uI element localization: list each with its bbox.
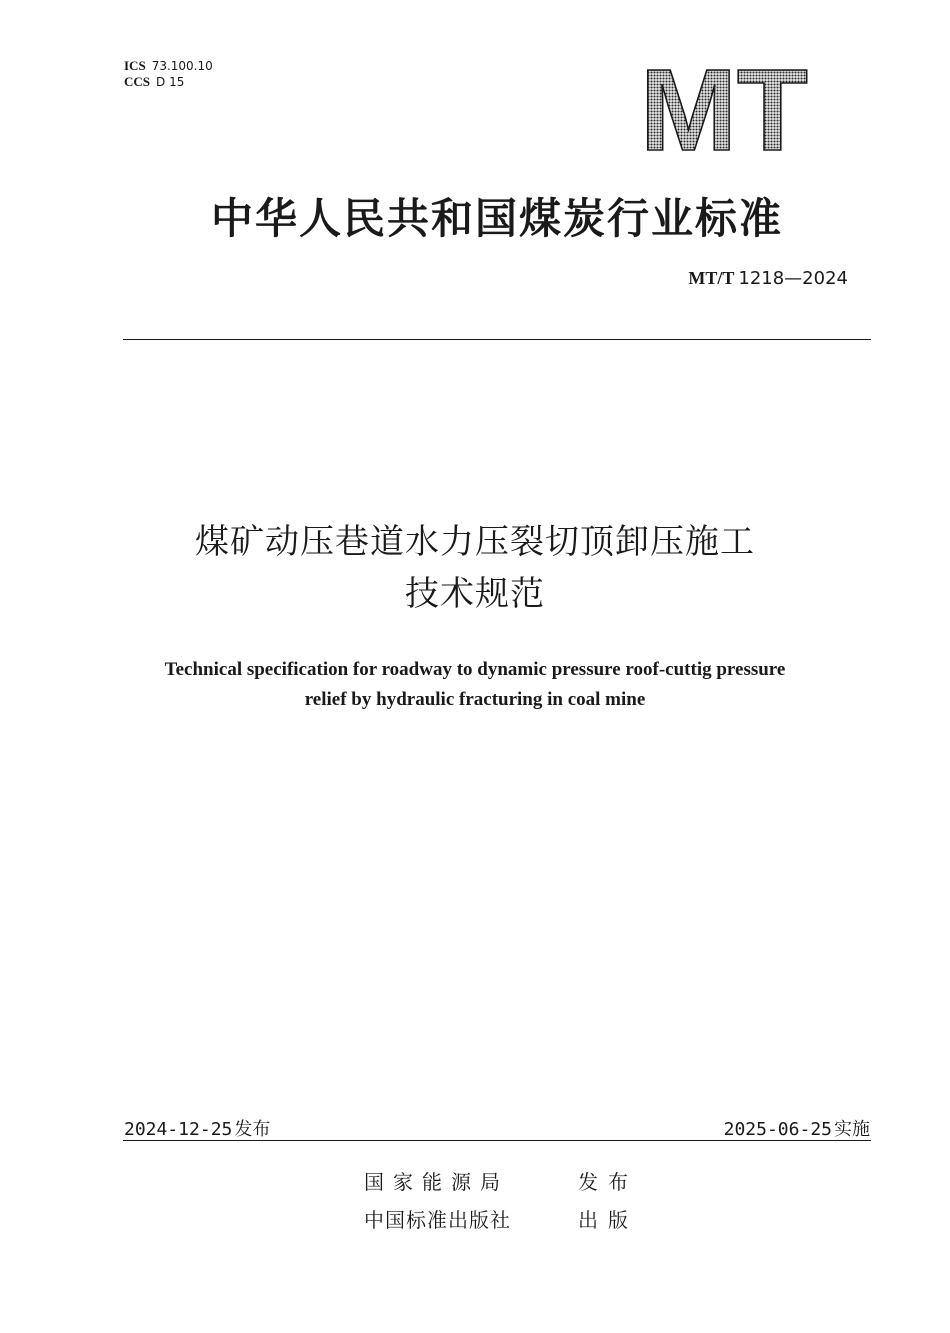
ics-value: 73.100.10 <box>151 59 213 73</box>
issue-date-label: 发布 <box>234 1119 271 1140</box>
classification-codes <box>124 58 213 90</box>
mt-logo <box>638 62 810 154</box>
standard-number-value: 1218—2024 <box>738 268 848 289</box>
press-action: 出版 <box>578 1208 638 1232</box>
ics-key: ICS <box>124 58 146 73</box>
chinese-title-line-2: 技术规范 <box>405 574 545 614</box>
english-title-line-1: Technical specification for roadway to dynamic pressure roof-cuttig pressure <box>164 659 786 680</box>
standard-heading: 中华人民共和国煤炭行业标准 <box>210 194 783 243</box>
english-title-line-2: relief by hydraulic fracturing in coal mine <box>304 689 646 710</box>
ccs-value: D 15 <box>156 75 185 89</box>
top-divider <box>123 339 871 340</box>
implementation-date-value: 2025-06-25 <box>723 1119 832 1140</box>
english-title <box>100 655 850 715</box>
press-name: 中国标准出版社 <box>364 1208 511 1232</box>
mt-logo-text: MT <box>640 62 808 154</box>
issue-date <box>124 1115 270 1141</box>
standard-number-prefix: MT/T <box>688 268 735 288</box>
ics-code <box>124 58 213 74</box>
ccs-key: CCS <box>124 74 151 89</box>
chinese-title-line-1: 煤矿动压巷道水力压裂切顶卸压施工 <box>195 522 755 562</box>
chinese-title <box>0 516 950 620</box>
mt-logo-graphic <box>638 62 810 154</box>
issue-date-value: 2024-12-25 <box>124 1119 233 1140</box>
implementation-date <box>724 1115 870 1141</box>
implementation-date-label: 实施 <box>834 1119 870 1140</box>
issuer-action: 发布 <box>578 1170 638 1194</box>
ccs-code <box>124 74 213 90</box>
issuer-name: 国家能源局 <box>364 1170 509 1194</box>
bottom-divider <box>123 1140 871 1141</box>
standard-number <box>688 268 848 289</box>
